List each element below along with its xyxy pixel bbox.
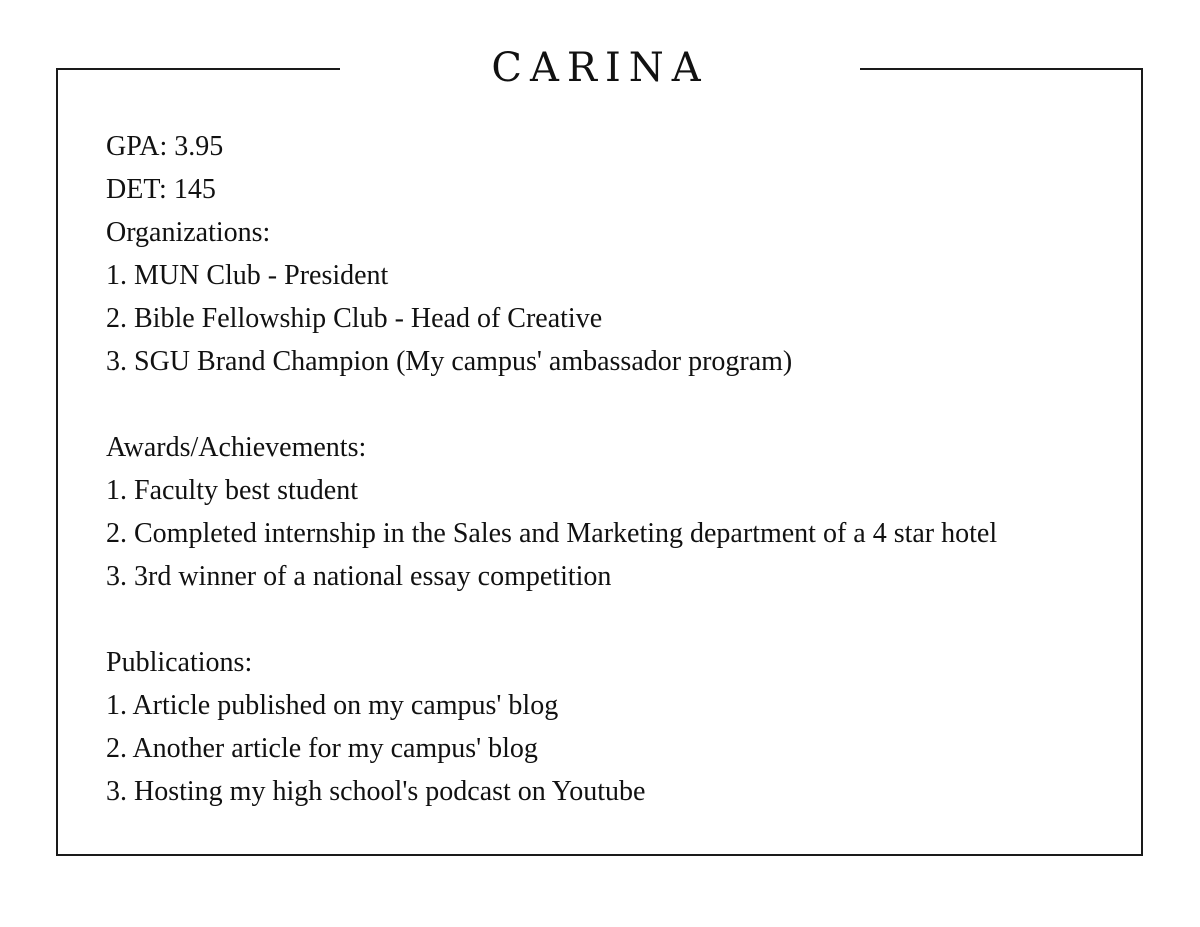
organization-item: 3. SGU Brand Champion (My campus' ambassador program) (106, 346, 793, 377)
publication-item: 3. Hosting my high school's podcast on Youtube (106, 776, 646, 807)
profile-content (106, 125, 1116, 813)
awards-heading: Awards/Achievements: (106, 432, 367, 463)
award-item: 1. Faculty best student (106, 475, 358, 506)
organizations-heading: Organizations: (106, 217, 271, 248)
section-spacer (106, 383, 1116, 426)
publication-item: 2. Another article for my campus' blog (106, 733, 538, 764)
publication-item: 1. Article published on my campus' blog (106, 690, 559, 721)
organization-item: 2. Bible Fellowship Club - Head of Creative (106, 303, 603, 334)
award-item: 3. 3rd winner of a national essay competition (106, 561, 612, 592)
publications-heading: Publications: (106, 647, 253, 678)
organization-item: 1. MUN Club - President (106, 260, 389, 291)
section-spacer (106, 598, 1116, 641)
profile-name-title: CARINA (491, 45, 709, 91)
gpa-text: GPA: 3.95 (106, 131, 224, 162)
det-text: DET: 145 (106, 174, 216, 205)
award-item: 2. Completed internship in the Sales and Marketing department of a 4 star hotel (106, 518, 998, 549)
